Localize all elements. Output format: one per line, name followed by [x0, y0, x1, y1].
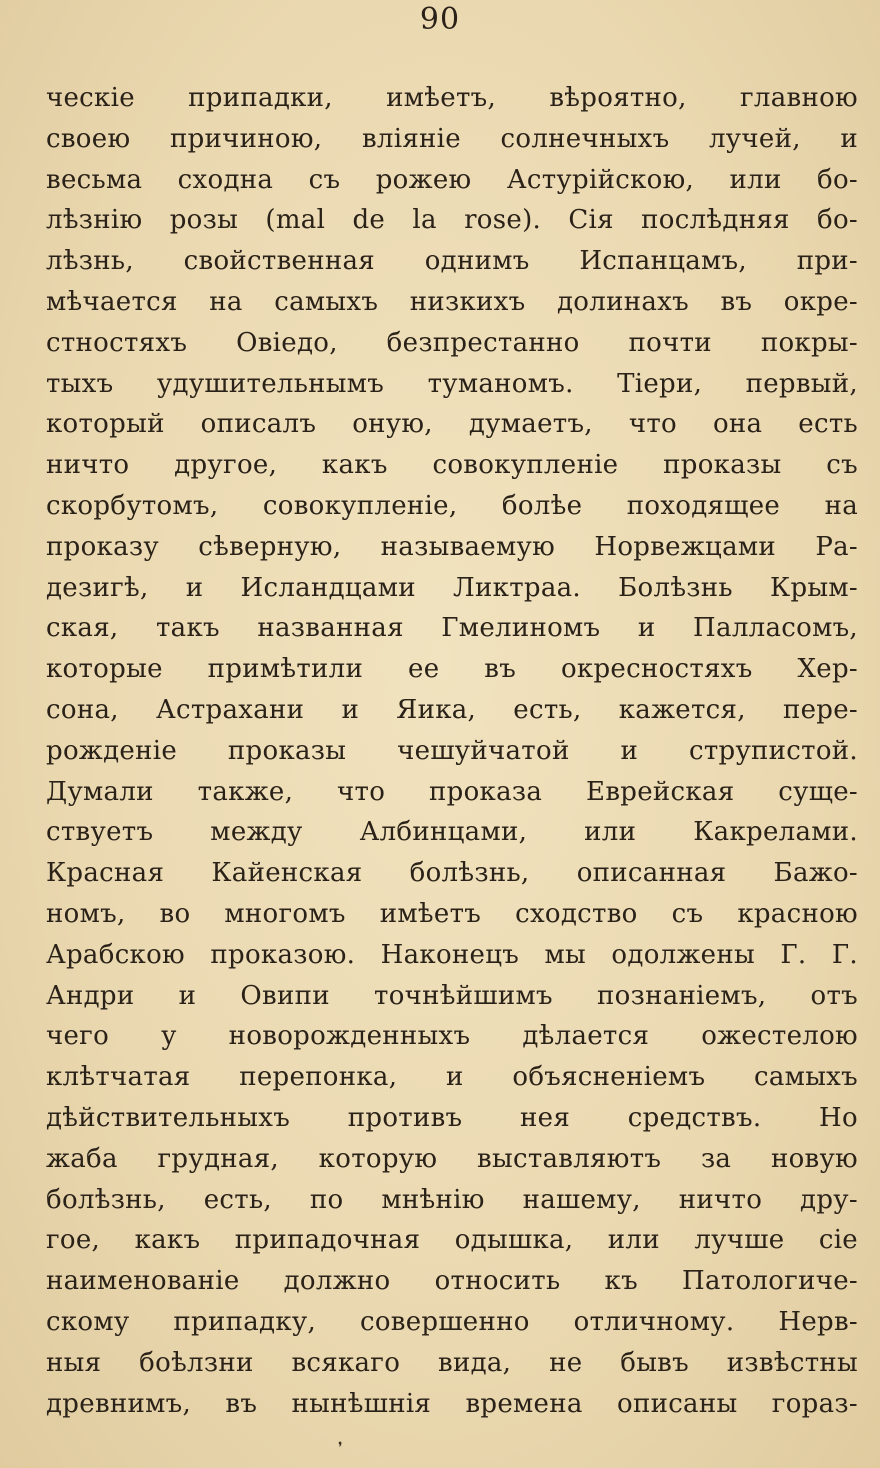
text-line: наименованіе должно относить къ Патологиче- — [46, 1266, 858, 1297]
text-line: лѣзнь, свойственная однимъ Испанцамъ, при- — [46, 246, 858, 277]
text-line: скому припадку, совершенно отличному. Нерв- — [46, 1306, 858, 1337]
text-line: гое, какъ припадочная одышка, или лучше сіе — [46, 1225, 858, 1256]
text-line: который описалъ оную, думаетъ, что она есть — [46, 409, 858, 440]
text-line: ствуетъ между Албинцами, или Какрелами. — [46, 817, 858, 848]
text-line: Арабскою проказою. Наконецъ мы одолжены Г. Г. — [46, 939, 858, 970]
text-line: болѣзнь, есть, по мнѣнію нашему, ничто дру- — [46, 1184, 858, 1215]
text-line: скорбутомъ, совокупленіе, болѣе походящее на — [46, 490, 858, 521]
page-number: 90 — [419, 2, 461, 37]
text-line: клѣтчатая перепонка, и объясненіемъ самыхъ — [46, 1062, 858, 1093]
text-line: Красная Кайенская болѣзнь, описанная Бажо- — [46, 858, 858, 889]
text-line: жаба грудная, которую выставляютъ за новую — [46, 1143, 858, 1174]
text-line: которые примѣтили ее въ окресностяхъ Хер- — [46, 654, 858, 685]
text-line: лѣзнію розы (mal de la rose). Сія послѣдняя бо- — [46, 205, 858, 236]
text-line: своею причиною, вліяніе солнечныхъ лучей, и — [46, 123, 858, 154]
text-line: весьма сходна съ рожею Астурійскою, или бо- — [46, 164, 858, 195]
text-line: ческіе припадки, имѣетъ, вѣроятно, главною — [46, 83, 858, 113]
text-line: стностяхъ Овіедо, безпрестанно почти покры- — [46, 327, 858, 358]
text-line: сона, Астрахани и Яика, есть, кажется, пере- — [46, 694, 858, 725]
text-line: дѣйствительныхъ противъ нея средствъ. Но — [46, 1102, 858, 1133]
text-line: дезигѣ, и Исландцами Ликтраа. Болѣзнь Крым- — [46, 572, 858, 603]
text-line: рожденіе проказы чешуйчатой и струпистой. — [46, 735, 858, 766]
text-line: проказу сѣверную, называемую Норвежцами Ра- — [46, 531, 858, 562]
text-line: Андри и Овипи точнѣйшимъ познаніемъ, отъ — [46, 980, 858, 1011]
ink-mark: ❜ — [338, 1440, 343, 1456]
text-line: древнимъ, въ нынѣшнія времена описаны гораз- — [46, 1388, 858, 1419]
text-line: мѣчается на самыхъ низкихъ долинахъ въ окре- — [46, 286, 858, 317]
text-line: ская, такъ названная Гмелиномъ и Палласомъ, — [46, 613, 858, 644]
text-line: ничто другое, какъ совокупленіе проказы съ — [46, 450, 858, 481]
text-line: чего у новорожденныхъ дѣлается ожестелою — [46, 1021, 858, 1052]
text-line: ныя боѣлзни всякаго вида, не бывъ извѣстны — [46, 1347, 858, 1378]
text-line: Думали также, что проказа Еврейская суще- — [46, 776, 858, 807]
text-line: тыхъ удушительнымъ туманомъ. Тіери, первый, — [46, 368, 858, 399]
body-text — [46, 78, 858, 1424]
text-line: номъ, во многомъ имѣетъ сходство съ красною — [46, 898, 858, 929]
